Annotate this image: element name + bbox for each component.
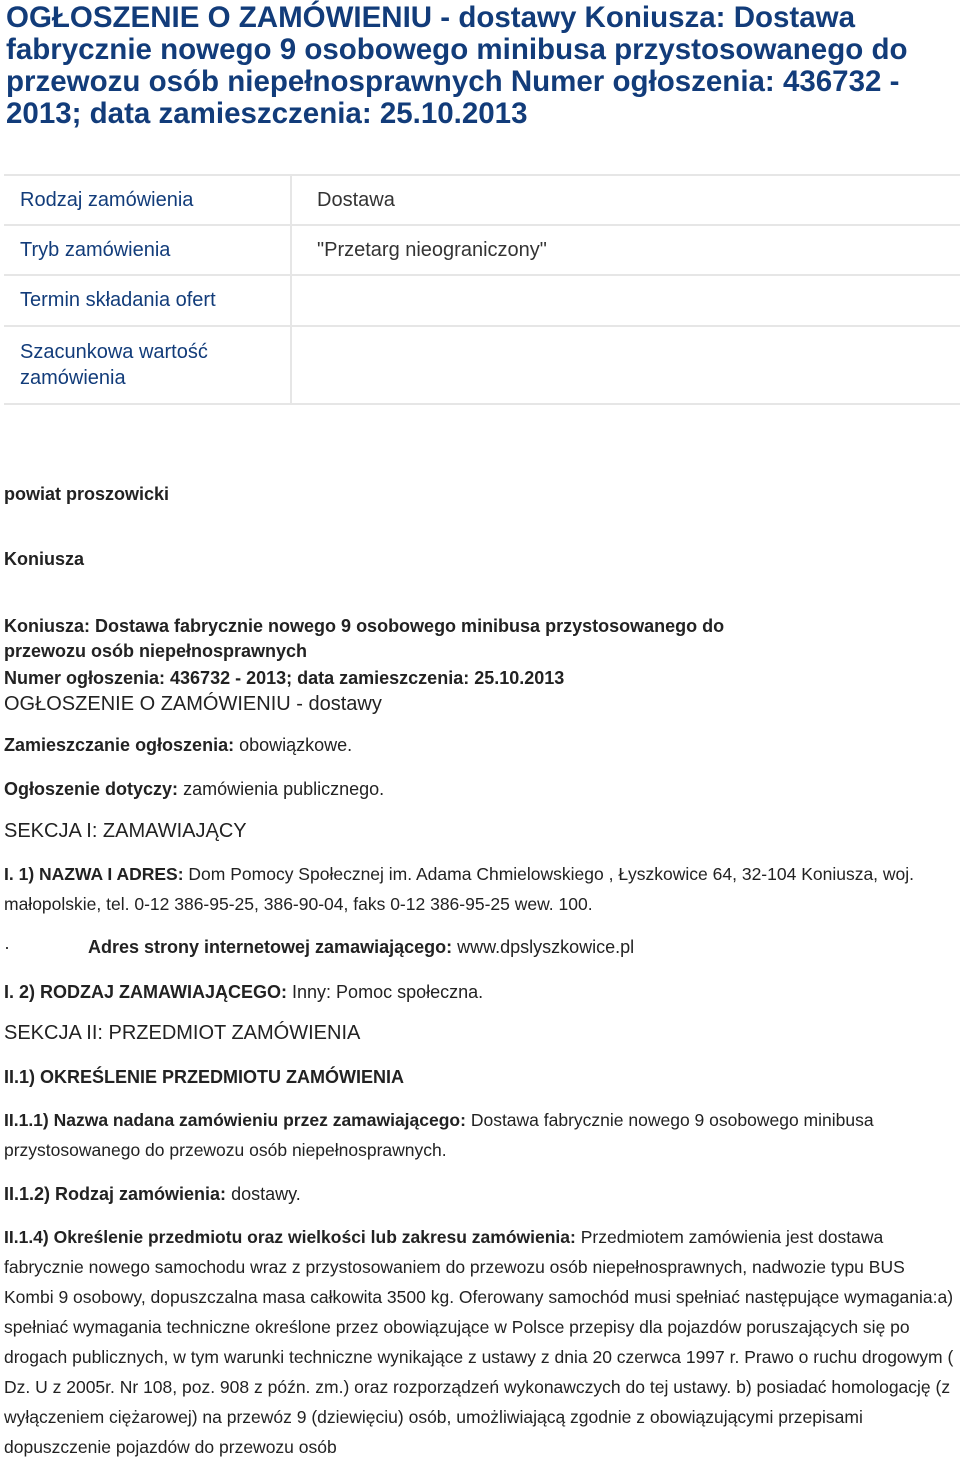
placement-value: obowiązkowe.: [239, 735, 353, 755]
notice-number-line: Numer ogłoszenia: 436732 - 2013; data zamieszczenia: 25.10.2013: [4, 668, 565, 688]
website-value: www.dpslyszkowice.pl: [457, 937, 635, 957]
contracting-authority-address: [4, 859, 956, 919]
authority-type-line: [4, 980, 483, 1004]
address-label: I. 1) NAZWA I ADRES:: [4, 864, 184, 884]
order-scope-paragraph: [4, 1222, 956, 1462]
row-label: Tryb zamówienia: [4, 225, 291, 275]
table-row: [4, 275, 960, 326]
section1-heading: SEKCJA I: ZAMAWIAJĄCY: [4, 820, 247, 842]
section2-subheading: II.1) OKREŚLENIE PRZEDMIOTU ZAMÓWIENIA: [4, 1067, 405, 1087]
website-row: [4, 934, 956, 960]
notice-subject-line1: Koniusza: Dostawa fabrycznie nowego 9 osobowego minibusa przystosowanego do: [4, 616, 725, 636]
table-row: [4, 175, 960, 225]
order-scope-label: II.1.4) Określenie przedmiotu oraz wielkości lub zakresu zamówienia:: [4, 1227, 576, 1247]
notice-type-heading: OGŁOSZENIE O ZAMÓWIENIU - dostawy: [4, 693, 382, 715]
order-kind-value: dostawy.: [231, 1184, 301, 1204]
authority-type-value: Inny: Pomoc społeczna.: [292, 982, 484, 1002]
row-label: Szacunkowa wartość zamówienia: [4, 326, 291, 404]
row-value: [291, 275, 960, 326]
row-value: Dostawa: [291, 175, 960, 225]
row-label: Termin składania ofert: [4, 275, 291, 326]
order-kind-label: II.1.2) Rodzaj zamówienia:: [4, 1184, 227, 1204]
notice-subject-line2: przewozu osób niepełnosprawnych: [4, 641, 308, 661]
commune-label: Koniusza: [4, 549, 85, 569]
row-label: Rodzaj zamówienia: [4, 175, 291, 225]
table-row: [4, 225, 960, 275]
order-scope-value: Przedmiotem zamówienia jest dostawa fabrycznie nowego samochodu wraz z przystosowaniem do przewozu osób niepełnosprawnych, nadwozie typu BUS Kombi 9 osobowy, dopuszczalna masa całkowita 3500 kg. Oferowany samochód musi spełniać następujące wymagania:a) spełniać wymagania techniczne określone przez obowiązujące w Polsce przepisy dla pojazdów poruszających się po drogach publicznych, w tym warunki techniczne wynikające z ustawy z dnia 20 czerwca 1997 r. Prawo o ruchu drogowym ( Dz. U z 2005r. Nr 108, poz. 908 z późn. zm.) oraz rozporządzeń wykonawczych do tej ustawy. b) posiadać homologację (z wyłączeniem ciężarowej) na przewóz 9 (dziewięciu) osób, umożliwiającą zgodnie z obowiązującymi przepisami dopuszczenie pojazdów do przewozu osób: [4, 1227, 954, 1457]
authority-type-label: I. 2) RODZAJ ZAMAWIAJĄCEGO:: [4, 982, 288, 1002]
order-name-label: II.1.1) Nazwa nadana zamówieniu przez zamawiającego:: [4, 1110, 466, 1130]
website-label: Adres strony internetowej zamawiającego:: [88, 937, 453, 957]
row-value: [291, 326, 960, 404]
concerns-line: [4, 777, 384, 801]
page-title: OGŁOSZENIE O ZAMÓWIENIU - dostawy Koniusza: Dostawa fabrycznie nowego 9 osobowego minibusa przystosowanego do przewozu osób niepełnosprawnych Numer ogłoszenia: 436732 - 2013; data zamieszczenia: 25.10.2013: [6, 1, 908, 130]
placement-label: Zamieszczanie ogłoszenia:: [4, 735, 235, 755]
concerns-label: Ogłoszenie dotyczy:: [4, 779, 179, 799]
county-label: powiat proszowicki: [4, 484, 170, 504]
address-value: Dom Pomocy Społecznej im. Adama Chmielowskiego , Łyszkowice 64, 32-104 Koniusza, woj. małopolskie, tel. 0-12 386-95-25, 386-90-04, faks 0-12 386-95-25 wew. 100.: [4, 864, 915, 914]
order-name-value: Dostawa fabrycznie nowego 9 osobowego minibusa przystosowanego do przewozu osób niepełnosprawnych.: [4, 1110, 874, 1160]
placement-line: [4, 733, 352, 757]
section2-heading: SEKCJA II: PRZEDMIOT ZAMÓWIENIA: [4, 1022, 361, 1044]
bullet-dot: ·: [4, 937, 10, 957]
order-kind-line: [4, 1182, 301, 1206]
order-name-paragraph: [4, 1105, 956, 1165]
order-info-table: [4, 174, 960, 405]
row-value: "Przetarg nieograniczony": [291, 225, 960, 275]
concerns-value: zamówienia publicznego.: [183, 779, 385, 799]
table-row: [4, 326, 960, 404]
